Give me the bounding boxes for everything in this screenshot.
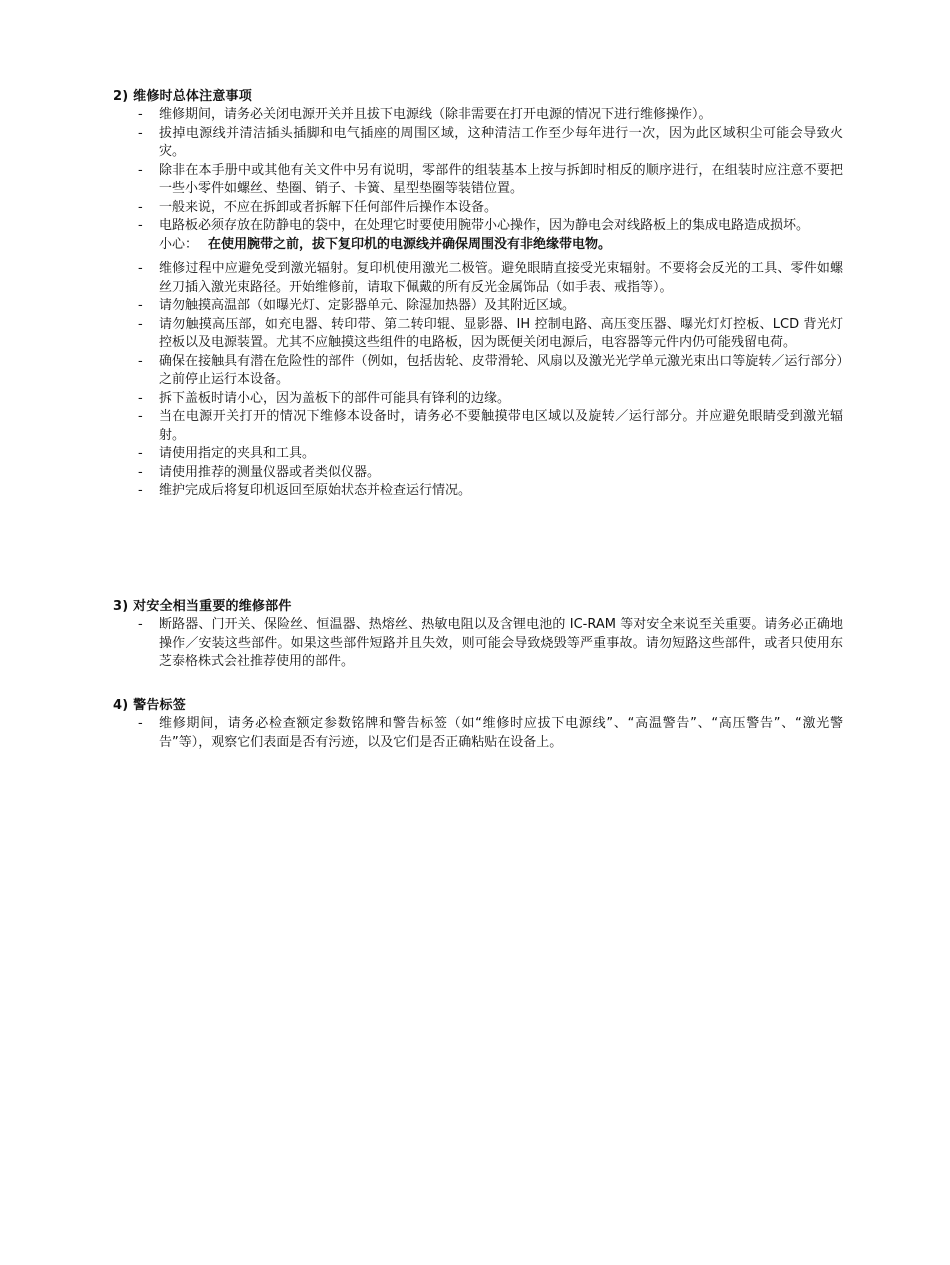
bullet-dash: -: [138, 446, 143, 461]
bullet-dash: -: [138, 162, 143, 178]
bullet-dash: -: [138, 107, 143, 122]
bullet-dash: -: [138, 483, 143, 498]
list-item: - 除非在本手册中或其他有关文件中另有说明，零部件的组装基本上按与拆卸时相反的顺序进行，在组装时应注意不要把一些小零件如螺丝、垫圈、销子、卡簧、星型垫圈等装错位置。: [138, 162, 843, 196]
list-item: - 电路板必须存放在防静电的袋中，在处理它时要使用腕带小心操作，因为静电会对线路板上的集成电路造成损坏。: [113, 217, 843, 236]
list-item: - 拆下盖板时请小心，因为盖板下的部件可能具有锋利的边缘。: [113, 390, 843, 409]
bullet-dash: -: [138, 464, 143, 480]
list-item: - 请勿触摸高压部，如充电器、转印带、第二转印辊、显影器、IH 控制电路、高压变压器、曝光灯灯控板、LCD 背光灯控板以及电源装置。尤其不应触摸这些组件的电路板，因为既便关闭电源后，电容器等元件内仍可能残留电荷。: [138, 316, 843, 350]
bullet-dash: -: [138, 353, 143, 369]
section-warning-labels: [113, 697, 843, 752]
bullet-dash: -: [138, 716, 143, 731]
list-item: - 维护完成后将复印机返回至原始状态并检查运行情况。: [113, 482, 843, 501]
list-item: - 请使用推荐的测量仪器或者类似仪器。: [113, 464, 843, 483]
caution-text: 在使用腕带之前，拔下复印机的电源线并确保周围没有非绝缘带电物。: [208, 236, 612, 252]
bullet-dash: -: [138, 390, 143, 406]
bullet-dash: -: [138, 261, 143, 276]
section-title: 4) 警告标签: [113, 698, 186, 713]
bullet-dash: -: [138, 316, 143, 332]
bullet-dash: -: [138, 125, 143, 141]
bullet-dash: -: [138, 617, 143, 632]
bullet-dash: -: [138, 298, 143, 313]
list-item: - 请勿触摸高温部（如曝光灯、定影器单元、除湿加热器）及其附近区域。: [113, 297, 843, 316]
list-item: - 拔掉电源线并清洁插头插脚和电气插座的周围区域，这种清洁工作至少每年进行一次，因为此区域积尘可能会导致火灾。: [138, 125, 843, 159]
bullet-dash: -: [138, 199, 143, 215]
section-general-precautions: [113, 88, 843, 501]
list-item: - 断路器、门开关、保险丝、恒温器、热熔丝、热敏电阻以及含锂电池的 IC-RAM 等对安全来说至关重要。请务必正确地操作／安装这些部件。如果这些部件短路并且失效，则可能会导致烧毁等严重事故。请勿短路这些部件，或者只使用东芝泰格株式会社推荐使用的部件。: [138, 617, 843, 669]
section-title: 3) 对安全相当重要的维修部件: [113, 599, 292, 614]
section-safety-critical-parts: [113, 598, 843, 672]
list-item: - 维修过程中应避免受到激光辐射。复印机使用激光二极管。避免眼睛直接受光束辐射。不要将会反光的工具、零件如螺丝刀插入激光束路径。开始维修前，请取下佩戴的所有反光金属饰品（如手表、戒指等）。: [138, 261, 843, 295]
list-item: - 请使用指定的夹具和工具。: [113, 445, 843, 464]
list-item: - 一般来说，不应在拆卸或者拆解下任何部件后操作本设备。: [113, 199, 843, 218]
list-item: - 维修期间，请务必关闭电源开关并且拔下电源线（除非需要在打开电源的情况下进行维修操作）。: [113, 106, 843, 125]
caution-note: [113, 236, 843, 255]
section-title: 2) 维修时总体注意事项: [113, 89, 252, 104]
caution-label: 小心：: [159, 236, 199, 252]
bullet-dash: -: [138, 409, 143, 424]
list-item: - 维修期间，请务必检查额定参数铭牌和警告标签（如“维修时应拔下电源线”、“高温警告”、“高压警告”、“激光警告”等），观察它们表面是否有污迹，以及它们是否正确粘贴在设备上。: [138, 716, 843, 750]
list-item: - 当在电源开关打开的情况下维修本设备时，请务必不要触摸带电区域以及旋转／运行部分。并应避免眼睛受到激光辐射。: [138, 409, 843, 443]
bullet-dash: -: [138, 218, 143, 233]
list-item: - 确保在接触具有潜在危险性的部件（例如，包括齿轮、皮带滑轮、风扇以及激光光学单元激光束出口等旋转／运行部分）之前停止运行本设备。: [138, 353, 843, 387]
